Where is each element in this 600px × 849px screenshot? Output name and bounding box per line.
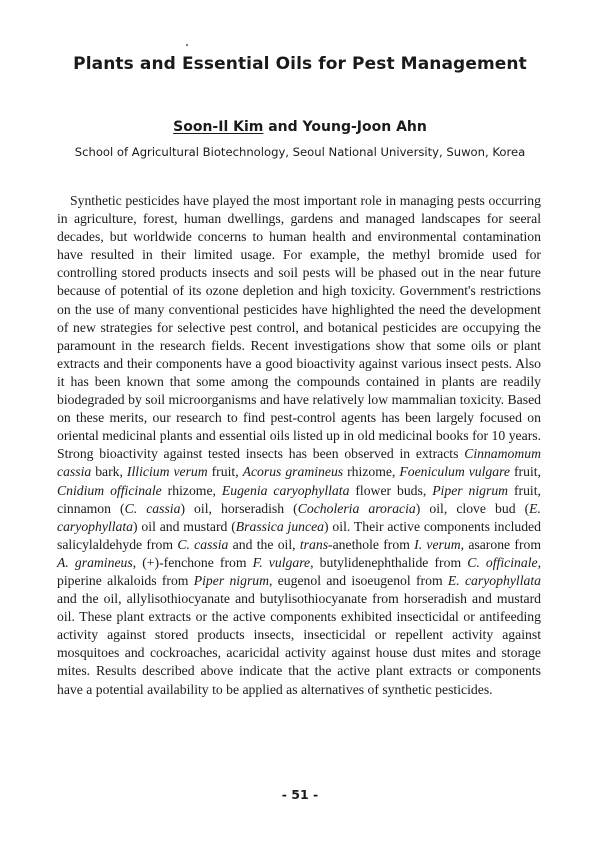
text-run: and the oil, allylisothiocyanate and butylisothiocyanate from horseradish and mustard oil. These plant extracts or the active components exhibited insecticidal or antifeeding activity against stored products insects, insecticidal or repellent activity against mosquitoes and cockroaches, acaricidal activity against house dust mites and storage mites. Results described above indicate that the active plant extracts or components have a potential availability to be applied as alternatives of synthetic pesticides. — [57, 591, 541, 697]
text-run: rhizome, — [161, 482, 222, 498]
text-run: -anethole from — [328, 536, 415, 552]
italic-term: Piper nigrum — [432, 482, 509, 498]
text-run: rhizome, — [343, 464, 400, 480]
italic-term: Piper nigrum — [193, 572, 269, 588]
text-run: bark, — [91, 464, 127, 480]
italic-term: Illicium verum — [126, 464, 208, 480]
second-author: Young-Joon Ahn — [302, 119, 427, 135]
author-line — [0, 119, 600, 135]
italic-term: C. cassia — [124, 500, 181, 516]
italic-term: E. caryophyllata — [57, 500, 541, 534]
abstract-text — [57, 192, 541, 699]
text-run: ) oil, clove bud ( — [415, 500, 530, 516]
text-run: fruit, — [510, 464, 541, 480]
text-run: , piperine alkaloids from — [57, 554, 542, 588]
page-number: - 51 - — [281, 787, 319, 802]
italic-term: Cocholeria aroracia — [297, 500, 416, 516]
italic-term: Eugenia caryophyllata — [221, 482, 350, 498]
text-run: and the oil, — [228, 536, 300, 552]
italic-term: C. cassia — [177, 536, 229, 552]
italic-term: Brassica juncea — [235, 518, 325, 534]
italic-term: trans — [299, 536, 329, 552]
italic-term: A. gramineus — [57, 554, 133, 570]
author-connector: and — [263, 119, 303, 135]
italic-term: I. verum — [414, 536, 461, 552]
italic-term: Cnidium officinale — [57, 482, 162, 498]
text-run: flower buds, — [349, 482, 433, 498]
text-run: ) oil, horseradish ( — [180, 500, 298, 516]
italic-term: E. caryophyllata — [447, 572, 541, 588]
text-run: fruit, — [207, 464, 243, 480]
italic-term: F. vulgare — [252, 554, 311, 570]
text-run: , eugenol and isoeugenol from — [269, 572, 448, 588]
text-run: fruit, cinnamon ( — [57, 482, 541, 516]
text-run: , asarone from — [460, 536, 542, 552]
paper-title: Plants and Essential Oils for Pest Management — [73, 54, 527, 74]
italic-term: C. officinale — [467, 554, 538, 570]
italic-term: Acorus gramineus — [242, 464, 344, 480]
text-run: , (+)-fenchone from — [132, 554, 253, 570]
affiliation: School of Agricultural Biotechnology, Seoul National University, Suwon, Korea — [74, 145, 526, 159]
text-run: , butylidenephthalide from — [310, 554, 468, 570]
text-run: Synthetic pesticides have played the most important role in managing pests occurring in agriculture, forest, human dwellings, gardens and managed landscapes for seeral decades, but worldwide concerns to human health and environmental contamination have resulted in their limited usage. For example, the methyl bromide used for controlling stored products insects and soil pests will be phased out in the near future because of potential of its ozone depletion and high toxicity. Government's restrictions on the use of many conventional pesticides have highlighted the need the development of new strategies for selective pest control, and botanical pesticides are occupying the paramount in the research fields. Recent investigations show that some oils or plant extracts and their components have a good bioactivity against various insect pests. Also it has been known that some among the compounds contained in plants are readily biodegraded by soil microorganisms and have relatively low mammalian toxicity. Based on these merits, our research to find pest-control agents has been largely focused on oriental medicinal plants and essential oils listed up in old medicinal books for 10 years. Strong bioactivity against tested insects has been observed in extracts — [57, 193, 541, 462]
text-run: ) oil and mustard ( — [133, 518, 236, 534]
first-author: Soon-Il Kim — [173, 119, 264, 135]
stray-mark — [186, 44, 188, 46]
italic-term: Cinnamomum cassia — [57, 446, 541, 480]
italic-term: Foeniculum vulgare — [399, 464, 511, 480]
text-run: ) oil. Their active components included salicylaldehyde from — [57, 518, 541, 552]
